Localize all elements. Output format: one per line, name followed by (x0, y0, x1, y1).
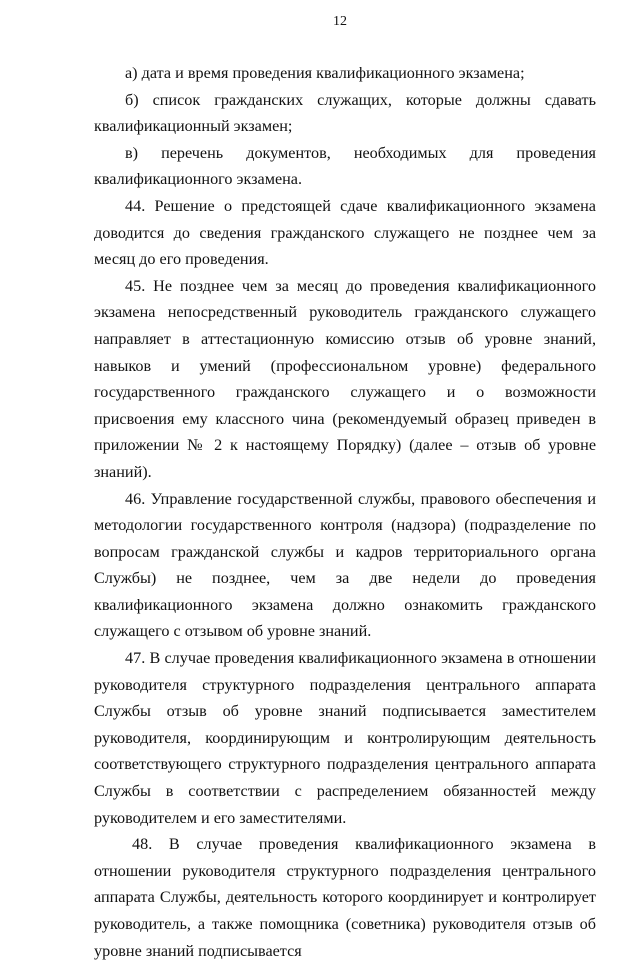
page-number: 12 (333, 14, 347, 29)
paragraph-45: 45. Не позднее чем за месяц до проведения квалификационного экзамена непосредственный руководитель гражданского служащего направляет в аттестационную комиссию отзыв об уровне знаний, навыков и умений (профессиональном уровне) федерального государственного гражданского служащего и о возможности присвоения ему классного чина (рекомендуемый образец приведен в приложении № 2 к настоящему Порядку) (далее – отзыв об уровне знаний). (94, 276, 596, 481)
list-item-c: в) перечень документов, необходимых для проведения квалификационного экзамена. (94, 143, 596, 189)
paragraph-47: 47. В случае проведения квалификационного экзамена в отношении руководителя структурного подразделения центрального аппарата Службы отзыв об уровне знаний подписывается заместителем руководителя, координирующим и контролирующим деятельность соответствующего структурного подразделения центрального аппарата Службы в соответствии с распределением обязанностей между руководителем и его заместителями. (94, 649, 596, 827)
list-item-b: б) список гражданских служащих, которые должны сдавать квалификационный экзамен; (94, 90, 596, 136)
paragraph-46: 46. Управление государственной службы, правового обеспечения и методологии государственного контроля (надзора) (подразделение по вопросам гражданской службы и кадров территориального органа Службы) не позднее, чем за две недели до проведения квалификационного экзамена должно ознакомить гражданского служащего с отзывом об уровне знаний. (94, 489, 596, 641)
paragraph-44: 44. Решение о предстоящей сдаче квалификационного экзамена доводится до сведения гражданского служащего не позднее чем за месяц до его проведения. (94, 196, 596, 269)
list-item-a: а) дата и время проведения квалификационного экзамена; (125, 64, 525, 82)
paragraph-48: 48. В случае проведения квалификационного экзамена в отношении руководителя структурного подразделения центрального аппарата Службы, деятельность которого координирует и контролирует руководитель, а также помощника (советника) руководителя отзыв об уровне знаний подписывается (94, 835, 596, 960)
